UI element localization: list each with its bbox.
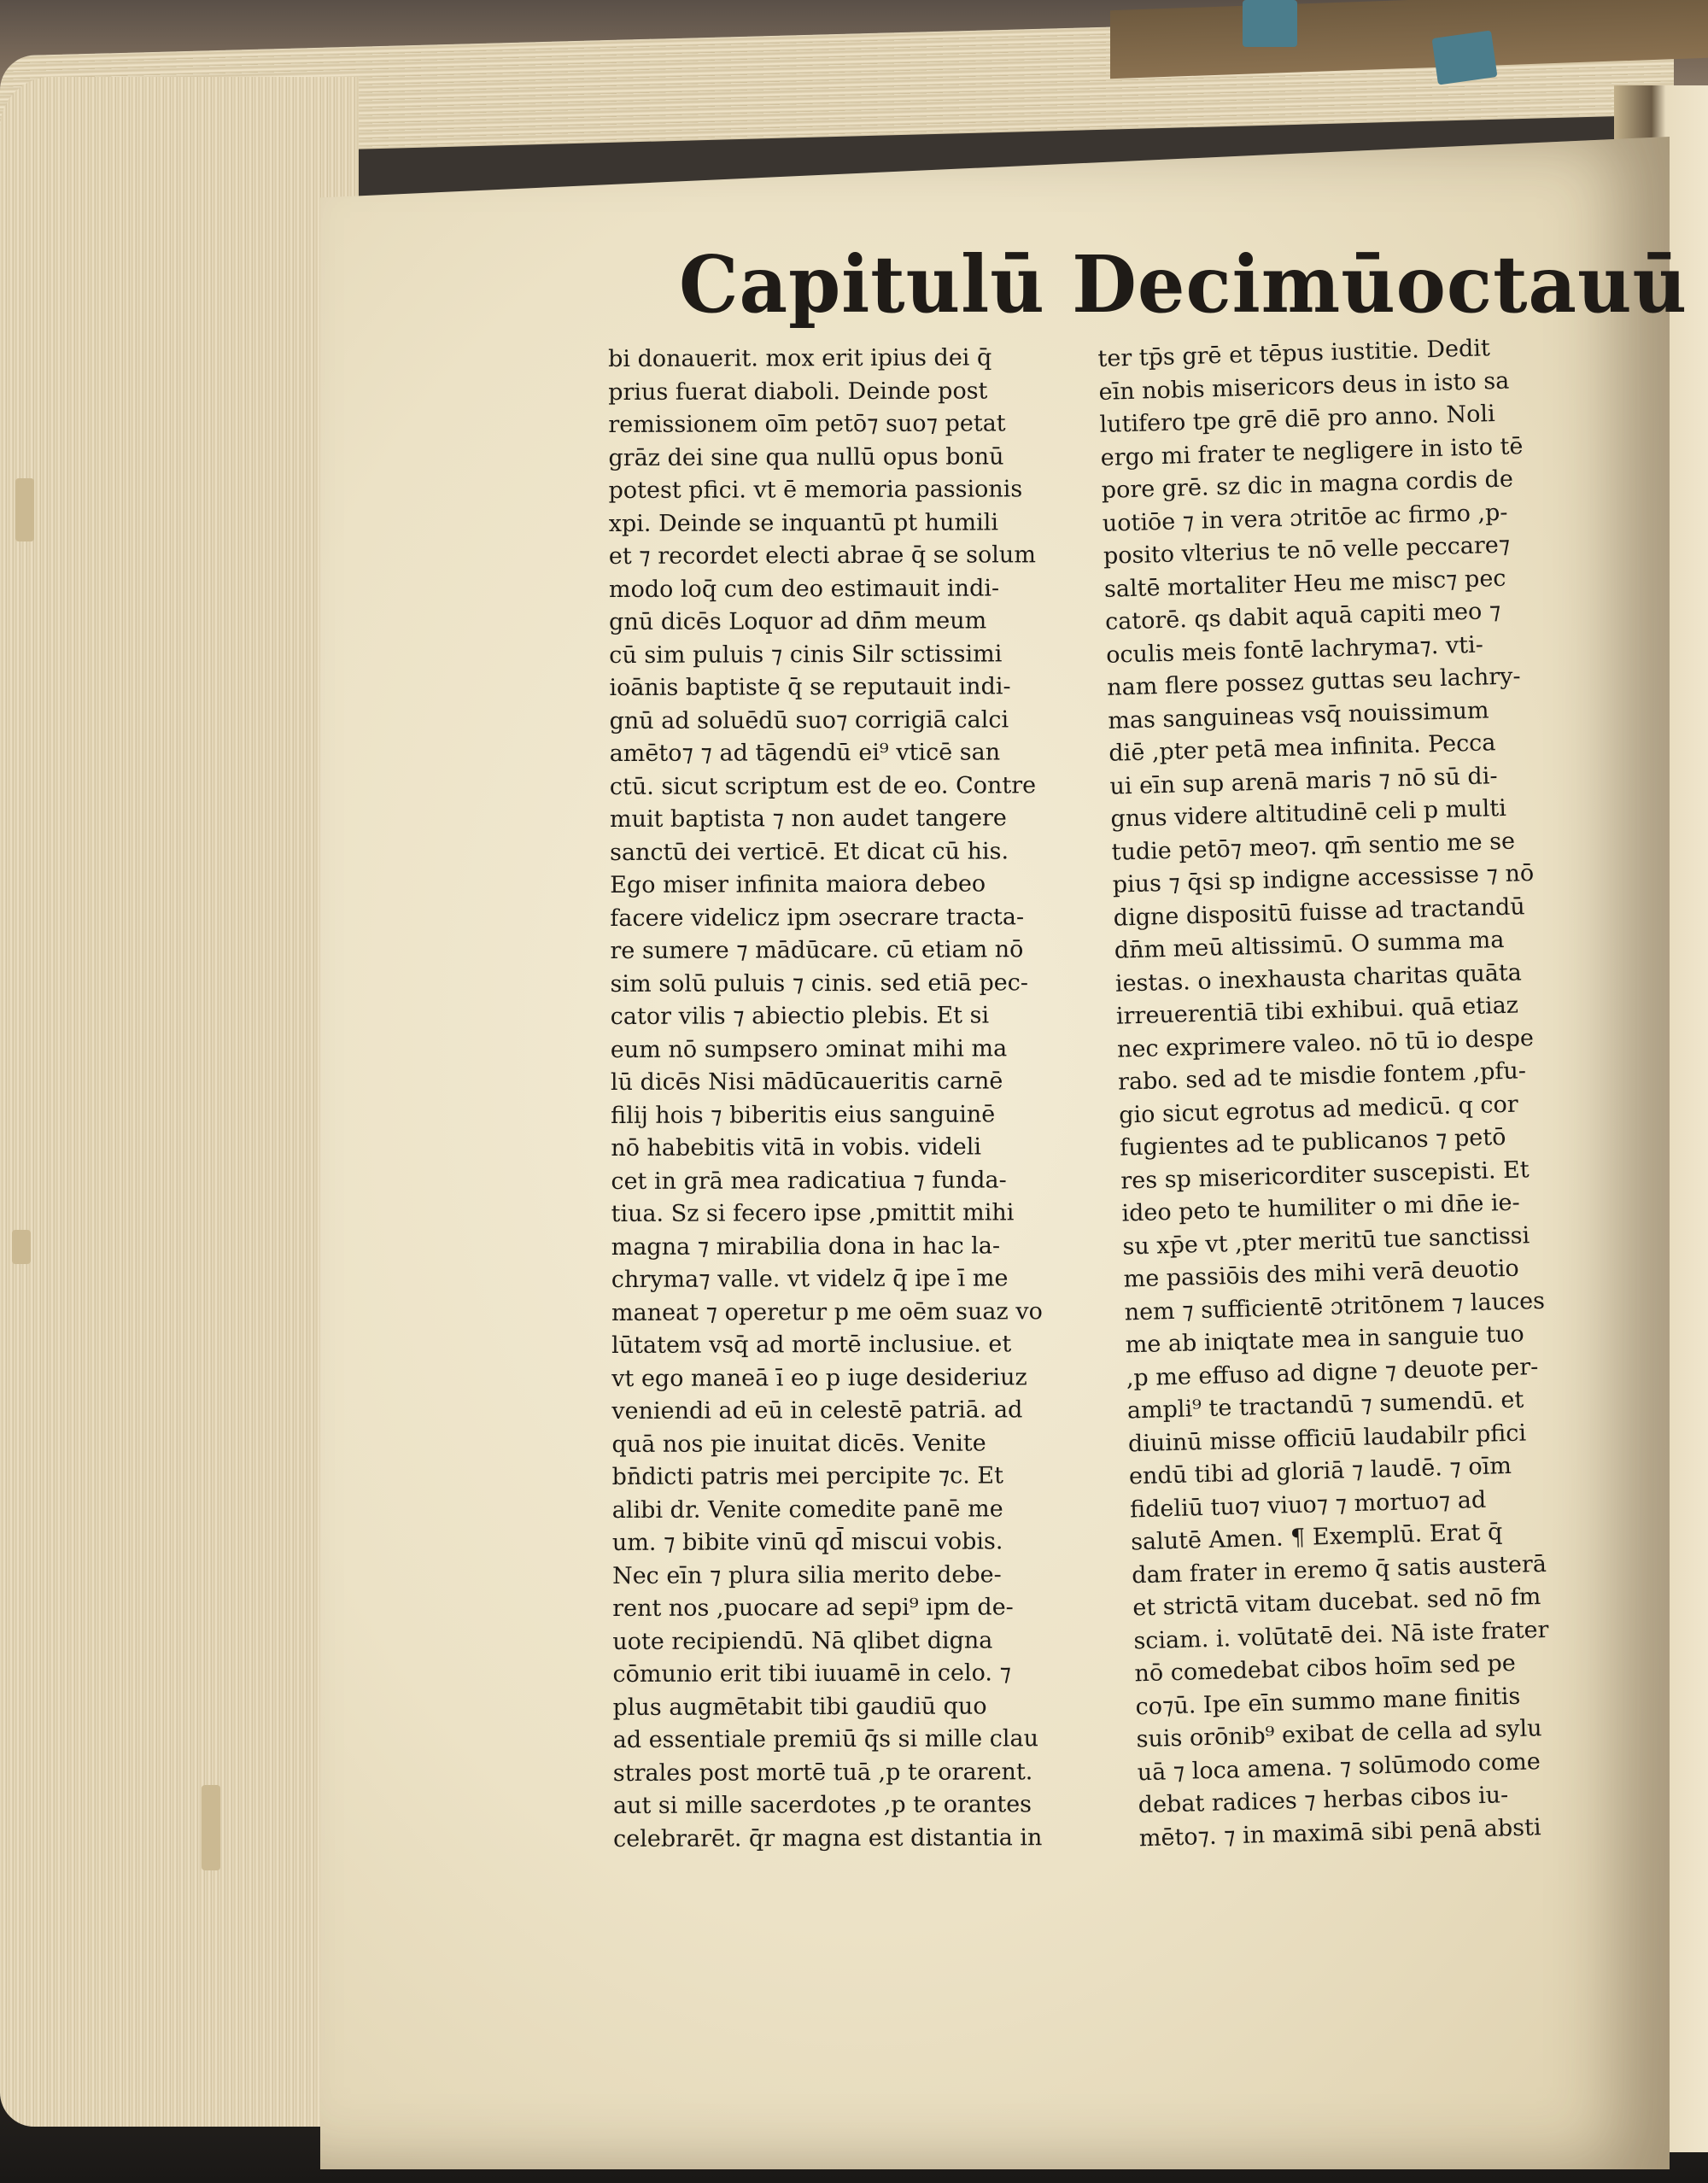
text-line: uā ⁊ loca amena. ⁊ solūmodo come [1137,1747,1541,1786]
text-line: diuinū misse officiū laudabilr pfici [1127,1419,1527,1457]
text-line: lū dicēs Nisi mādūcaueritis carnē [610,1068,1003,1096]
left-text-column [608,342,1091,1856]
text-line: gnū dicēs Loquor ad dn̄m meum [609,607,987,635]
text-line: nec exprimere valeo. nō tū io despe [1116,1024,1535,1063]
page-tab-icon [12,1230,31,1264]
ribbon-marker-icon [1243,0,1297,47]
text-line: pore grē. sz dic in magna cordis de [1101,465,1514,504]
text-line: plus augmētabit tibi gaudiū quo [612,1692,987,1721]
text-line: gnus videre altitudinē celi p multi [1110,794,1507,833]
text-line: prius fuerat diaboli. Deinde post [608,377,988,406]
text-line: eum nō sumpsero ɔminat mihi ma [610,1034,1008,1063]
text-line: xpi. Deinde se inquantū pt humili [608,508,999,537]
text-line: sciam. i. volūtatē dei. Nā iste frater [1133,1616,1549,1654]
text-line: ampli⁹ te tractandū ⁊ sumendū. et [1126,1386,1524,1425]
text-line: nam flere possez guttas seu lachry- [1106,663,1521,701]
text-line: ioānis baptiste q̄ se reputauit indi- [609,673,1011,701]
text-line: ergo mi frater te negligere in isto tē [1100,432,1524,471]
text-line: cator vilis ⁊ abiectio plebis. Et si [610,1002,990,1030]
text-line: lūtatem vsq̄ ad mortē inclusiue. et [611,1331,1012,1359]
text-line: quā nos pie inuitat dicēs. Venite [611,1429,986,1458]
text-line: oculis meis fontē lachryma⁊. vti- [1105,631,1484,669]
text-line: et strictā vitam ducebat. sed nō fm [1132,1583,1541,1622]
text-line: lutifero tpe grē diē pro anno. Noli [1099,401,1496,438]
text-line: cū sim puluis ⁊ cinis Silr sctissimi [609,640,1003,669]
text-line: suis orōnib⁹ exibat de cella ad sylu [1136,1715,1543,1753]
text-line: maneat ⁊ operetur p me oēm suaz vo [611,1297,1043,1326]
text-line: strales post mortē tuā ,p te orarent. [612,1758,1033,1787]
text-line: et ⁊ recordet electi abrae q̄ se solum [608,541,1036,570]
text-line: endū tibi ad gloriā ⁊ laudē. ⁊ oīm [1128,1452,1512,1490]
text-line: nō comedebat cibos hoīm sed pe [1134,1649,1517,1688]
text-line: co⁊ū. Ipe eīn summo mane finitis [1135,1683,1521,1720]
text-line: mas sanguineas vsq̄ nouissimum [1107,696,1489,734]
text-line: fugientes ad te publicanos ⁊ petō [1119,1124,1506,1162]
text-line: grāz dei sine qua nullū opus bonū [608,442,1004,471]
text-line: gio sicut egrotus ad medicū. q cor [1118,1091,1519,1129]
text-line: ideo peto te humiliter o mi dn̄e ie- [1121,1189,1521,1227]
text-line: tudie petō⁊ meo⁊. qm̄ sentio me se [1111,828,1516,866]
text-line: uote recipiendū. Nā qlibet digna [612,1626,993,1655]
text-line: tiua. Sz si fecero ipse ,pmittit mihi [611,1199,1015,1227]
text-line: debat radices ⁊ herbas cibos iu- [1138,1782,1509,1819]
text-line: salutē Amen. ¶ Exemplū. Erat q̄ [1130,1519,1503,1556]
ribbon-marker-icon [1432,30,1498,85]
text-line: me ab iniqtate mea in sanguie tuo [1125,1320,1525,1359]
text-line: iestas. o inexhausta charitas quāta [1114,958,1523,998]
text-line: su xp̄e vt ,pter meritū tue sanctissi [1122,1221,1530,1261]
text-line: bn̄dicti patris mei percipite ⁊c. Et [611,1462,1004,1490]
text-line: filij hois ⁊ biberitis eius sanguinē [611,1100,996,1129]
text-line: potest pfici. vt ē memoria passionis [608,476,1023,504]
text-line: chryma⁊ valle. vt videlz q̄ ipe ī me [611,1265,1009,1293]
text-line: bi donauerit. mox erit ipius dei q̄ [608,344,992,372]
text-line: diē ,pter petā mea infinita. Pecca [1108,729,1496,767]
chapter-title: Capitulū Decimūoctauū [679,238,1688,331]
text-line: celebrarēt. q̄r magna est distantia in [613,1823,1043,1852]
text-line: fideliū tuo⁊ viuo⁊ ⁊ mortuo⁊ ad [1129,1486,1487,1523]
right-text-column [1097,330,1617,1855]
text-line: muit baptista ⁊ non audet tangere [609,805,1007,833]
text-line: rent nos ,puocare ad sepi⁹ ipm de- [612,1594,1014,1622]
text-line: uotiōe ⁊ in vera ɔtritōe ac firmo ,p- [1102,499,1508,537]
text-line: irreuerentiā tibi exhibui. quā etiaz [1115,992,1519,1030]
text-line: saltē mortaliter Heu me misc⁊ pec [1103,565,1506,603]
text-line: ctū. sicut scriptum est de eo. Contre [609,771,1037,800]
text-line: facere videlicz ipm ɔsecrare tracta- [610,903,1025,932]
text-line: rabo. sed ad te misdie fontem ,pfu- [1117,1057,1527,1096]
text-line: um. ⁊ bibite vinū qd̄ miscui vobis. [611,1528,1003,1556]
text-line: modo loq̄ cum deo estimauit indi- [608,574,1000,603]
text-line: me passiōis des mihi verā deuotio [1123,1255,1520,1293]
text-line: mēto⁊. ⁊ in maximā sibi penā absti [1138,1813,1541,1852]
text-line: ad essentiale premiū q̄s si mille clau [612,1725,1039,1753]
text-line: digne dispositū fuisse ad tractandū [1113,893,1526,932]
text-line: re sumere ⁊ mādūcare. cū etiam nō [610,936,1024,964]
text-line: eīn nobis misericors deus in isto sa [1098,367,1510,406]
text-line: alibi dr. Venite comedite panē me [611,1495,1003,1524]
text-line: cōmunio erit tibi iuuamē in celo. ⁊ [612,1659,1012,1688]
text-line: sanctū dei verticē. Et dicat cū his. [610,837,1009,866]
text-line: magna ⁊ mirabilia dona in hac la- [611,1232,1001,1261]
text-line: ui eīn sup arenā maris ⁊ nō sū di- [1109,762,1498,800]
text-line: gnū ad soluēdū suo⁊ corrigiā calci [609,705,1009,734]
page-edges-left [0,77,359,2127]
text-line: amēto⁊ ⁊ ad tāgendū ei⁹ vticē san [609,739,1001,767]
text-line: ter tp̄s grē et tēpus iustitie. Dedit [1097,335,1491,372]
text-line: sim solū puluis ⁊ cinis. sed etiā pec- [610,969,1028,998]
text-line: cet in grā mea radicatiua ⁊ funda- [611,1166,1007,1195]
text-line: posito vlterius te nō velle peccare⁊ [1103,531,1511,570]
page-tab-icon [15,478,34,541]
text-line: catorē. qs dabit aquā capiti meo ⁊ [1104,597,1501,635]
text-line: remissionem oīm petō⁊ suo⁊ petat [608,410,1006,438]
text-line: veniendi ad eū in celestē patriā. ad [611,1396,1023,1425]
text-line: res sp misericorditer suscepisti. Et [1120,1156,1530,1195]
text-line: ,p me effuso ad digne ⁊ deuote per- [1126,1353,1539,1392]
text-line: nem ⁊ sufficientē ɔtritōnem ⁊ lauces [1124,1287,1546,1326]
text-line: Nec eīn ⁊ plura silia merito debe- [611,1560,1002,1589]
text-line: dn̄m meū altissimū. O summa ma [1114,926,1505,964]
text-line: pius ⁊ q̄si sp indigne accessisse ⁊ nō [1112,859,1535,898]
text-line: nō habebitis vitā in vobis. videli [611,1133,982,1162]
page-tab-icon [202,1785,220,1870]
text-line: aut si mille sacerdotes ,p te orantes [612,1791,1032,1819]
text-line: vt ego maneā ī eo p iuge desideriuz [611,1363,1027,1392]
text-line: Ego miser infinita maiora debeo [610,870,986,898]
text-line: dam frater in eremo q̄ satis austerā [1131,1550,1547,1589]
